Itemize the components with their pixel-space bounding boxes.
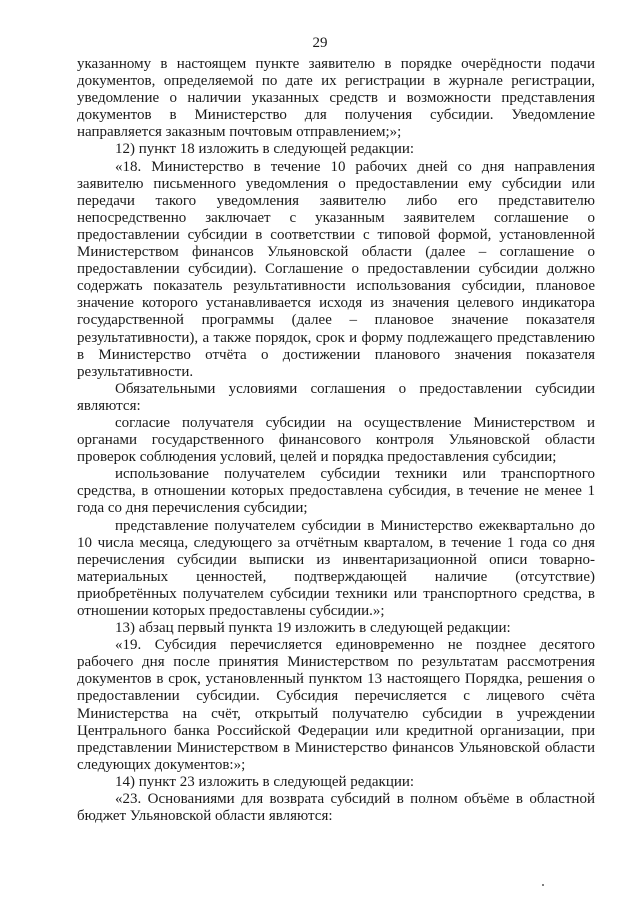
paragraph-item-13: 13) абзац первый пункта 19 изложить в следующей редакции: — [115, 620, 511, 637]
paragraph-condition-reporting: представление получателем субсидии в Министерство ежеквартально до 10 числа месяца, следующего за отчётным кварталом, в течение 1 года со дня перечисления субсидии выписки из инвентаризационной описи товарно-материальных ценностей, подтверждающей наличие (отсутствие) приобретённых получателем субсидии техники или транспортного средства, в отношении которых предоставлены субсидии.»; — [77, 517, 595, 619]
paragraph-item-12: 12) пункт 18 изложить в следующей редакции: — [115, 141, 415, 158]
paragraph-point-23: «23. Основаниями для возврата субсидий в полном объёме в областной бюджет Ульяновской области являются: — [77, 791, 595, 825]
paragraph-conditions-heading: Обязательными условиями соглашения о предоставлении субсидии являются: — [77, 380, 595, 414]
paragraph-continuation: указанному в настоящем пункте заявителю в порядке очерёдности подачи документов, определяемой по дате их регистрации в журнале регистрации, уведомление о наличии указанных средств и возможности представления документов в Министерство для получения субсидии. Уведомление направляется заказным почтовым отправлением;»; — [77, 56, 595, 141]
document-body — [77, 56, 595, 825]
paragraph-item-14: 14) пункт 23 изложить в следующей редакции: — [115, 773, 415, 790]
page-number: 29 — [312, 35, 328, 51]
paragraph-point-19: «19. Субсидия перечисляется единовременно не позднее десятого рабочего дня после принятия Министерством по результатам рассмотрения документов в срок, установленный пунктом 13 настоящего Порядка, решения о предоставлении субсидии. Субсидия перечисляется с лицевого счёта Министерства на счёт, открытый получателю субсидии в учреждении Центрального банка Российской Федерации или кредитной организации, при представлении Министерством в Министерство финансов Ульяновской области следующих документов:»; — [77, 637, 595, 773]
scan-speck — [542, 884, 544, 886]
paragraph-point-18: «18. Министерство в течение 10 рабочих дней со дня направления заявителю письменного уведомления о предоставлении ему субсидии или передачи такого уведомления заявителю либо его представителю непосредственно заключает с указанным заявителем соглашение о предоставлении субсидии в соответствии с типовой формой, установленной Министерством финансов Ульяновской области (далее – соглашение о предоставлении субсидии). Соглашение о предоставлении субсидии должно содержать показатель результативности использования субсидии, плановое значение которого устанавливается исходя из значения целевого индикатора государственной программы (далее – плановое значение показателя результативности), а также порядок, срок и форму подлежащего представлению в Министерство отчёта о достижении планового значения показателя результативности. — [77, 158, 595, 380]
paragraph-condition-consent: согласие получателя субсидии на осуществление Министерством и органами государственного финансового контроля Ульяновской области проверок соблюдения условий, целей и порядка предоставления субсидии; — [77, 414, 595, 466]
paragraph-condition-usage: использование получателем субсидии техники или транспортного средства, в отношении которых предоставлена субсидия, в течение не менее 1 года со дня перечисления субсидии; — [77, 466, 595, 517]
